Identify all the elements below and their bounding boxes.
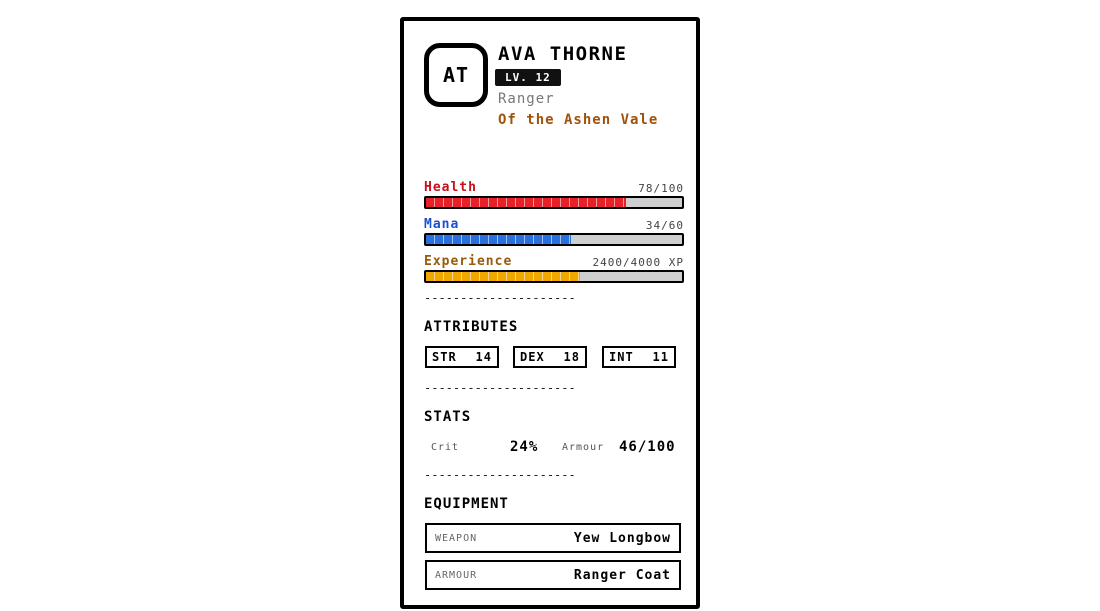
equipment-slot-label: WEAPON bbox=[435, 532, 478, 544]
character-name: AVA THORNE bbox=[498, 43, 628, 65]
attribute-value: 14 bbox=[475, 350, 492, 364]
mana-bar-row bbox=[424, 218, 684, 246]
health-bar bbox=[424, 196, 684, 209]
experience-value: 2400/4000 XP bbox=[592, 256, 684, 269]
equipment-slot-label: ARMOUR bbox=[435, 569, 478, 581]
attribute-name: INT bbox=[609, 350, 634, 364]
experience-bar bbox=[424, 270, 684, 283]
attribute-name: STR bbox=[432, 350, 457, 364]
armour-value: 46/100 bbox=[619, 439, 676, 455]
character-card bbox=[400, 17, 700, 609]
health-label: Health bbox=[424, 180, 477, 195]
attribute-value: 11 bbox=[652, 350, 669, 364]
health-bar-fill bbox=[426, 198, 626, 207]
equipment-item-name: Ranger Coat bbox=[573, 567, 671, 583]
mana-bar bbox=[424, 233, 684, 246]
attribute-str bbox=[425, 346, 499, 368]
crit-label: Crit bbox=[431, 442, 460, 453]
divider: --------------------- bbox=[424, 468, 576, 482]
attribute-int bbox=[602, 346, 676, 368]
mana-value: 34/60 bbox=[645, 219, 684, 232]
crit-value: 24% bbox=[510, 439, 539, 455]
mana-label: Mana bbox=[424, 217, 460, 232]
character-title: Of the Ashen Vale bbox=[498, 112, 659, 128]
equipment-item-name: Yew Longbow bbox=[573, 530, 671, 546]
equipment-slot-armour[interactable] bbox=[425, 560, 681, 590]
attribute-name: DEX bbox=[520, 350, 545, 364]
mana-bar-fill bbox=[426, 235, 571, 244]
health-bar-row bbox=[424, 181, 684, 209]
experience-label: Experience bbox=[424, 254, 513, 269]
attributes-title: ATTRIBUTES bbox=[424, 319, 519, 335]
experience-bar-fill bbox=[426, 272, 580, 281]
attribute-value: 18 bbox=[563, 350, 580, 364]
armour-label: Armour bbox=[562, 442, 605, 453]
equipment-slot-weapon[interactable] bbox=[425, 523, 681, 553]
stats-title: STATS bbox=[424, 409, 472, 425]
health-value: 78/100 bbox=[638, 182, 684, 195]
attribute-dex bbox=[513, 346, 587, 368]
level-badge: LV. 12 bbox=[495, 69, 561, 86]
experience-bar-row bbox=[424, 255, 684, 283]
equipment-title: EQUIPMENT bbox=[424, 496, 509, 512]
avatar bbox=[424, 43, 488, 107]
divider: --------------------- bbox=[424, 291, 576, 305]
avatar-initials: AT bbox=[442, 63, 470, 87]
divider: --------------------- bbox=[424, 381, 576, 395]
character-class: Ranger bbox=[498, 91, 555, 107]
